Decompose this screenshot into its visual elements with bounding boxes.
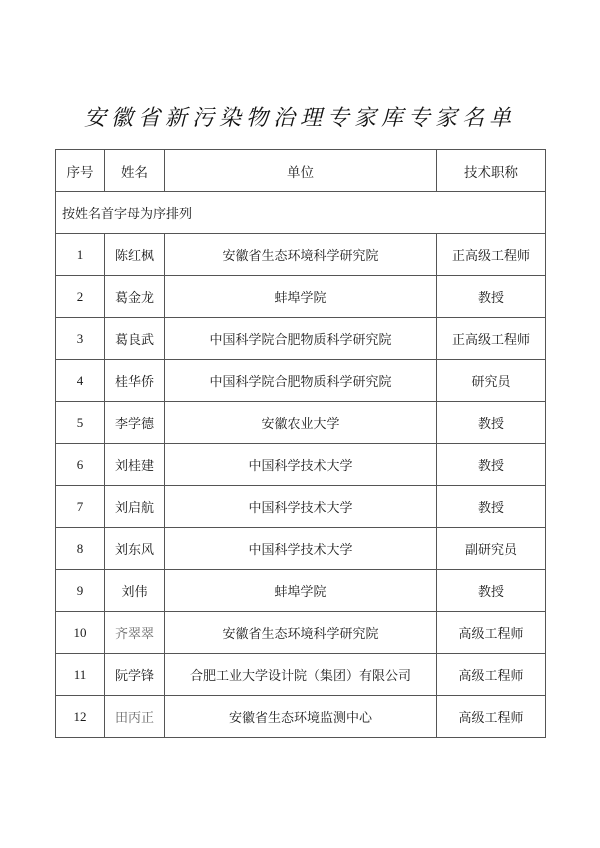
expert-table — [55, 149, 546, 738]
row-index: 10 — [56, 612, 105, 654]
row-index: 1 — [56, 234, 105, 276]
header-unit: 单位 — [165, 150, 437, 192]
row-title: 教授 — [437, 402, 546, 444]
table-row — [56, 318, 546, 360]
table-row — [56, 444, 546, 486]
table-header-row — [56, 150, 546, 192]
row-index: 6 — [56, 444, 105, 486]
row-unit: 中国科学院合肥物质科学研究院 — [165, 360, 437, 402]
table-row — [56, 570, 546, 612]
document-title: 安徽省新污染物治理专家库专家名单 — [83, 106, 516, 131]
row-index: 8 — [56, 528, 105, 570]
row-unit: 中国科学技术大学 — [165, 444, 437, 486]
row-name: 刘启航 — [105, 486, 165, 528]
row-name: 阮学锋 — [105, 654, 165, 696]
row-name: 李学德 — [105, 402, 165, 444]
header-index: 序号 — [56, 150, 105, 192]
row-title: 正高级工程师 — [437, 318, 546, 360]
table-row — [56, 234, 546, 276]
row-unit: 安徽省生态环境科学研究院 — [165, 234, 437, 276]
row-unit: 蚌埠学院 — [165, 276, 437, 318]
row-unit: 安徽省生态环境监测中心 — [165, 696, 437, 738]
row-name: 葛良武 — [105, 318, 165, 360]
header-title: 技术职称 — [437, 150, 546, 192]
row-index: 7 — [56, 486, 105, 528]
table-row — [56, 612, 546, 654]
row-index: 3 — [56, 318, 105, 360]
row-title: 教授 — [437, 570, 546, 612]
table-row — [56, 402, 546, 444]
row-title: 教授 — [437, 486, 546, 528]
row-title: 教授 — [437, 444, 546, 486]
table-row — [56, 528, 546, 570]
row-unit: 安徽省生态环境科学研究院 — [165, 612, 437, 654]
table-row — [56, 360, 546, 402]
row-name: 刘桂建 — [105, 444, 165, 486]
row-index: 2 — [56, 276, 105, 318]
row-name: 齐翠翠 — [105, 612, 165, 654]
row-unit: 合肥工业大学设计院（集团）有限公司 — [165, 654, 437, 696]
group-note: 按姓名首字母为序排列 — [56, 192, 546, 234]
row-name: 陈红枫 — [105, 234, 165, 276]
row-title: 高级工程师 — [437, 612, 546, 654]
row-title: 副研究员 — [437, 528, 546, 570]
row-index: 4 — [56, 360, 105, 402]
row-index: 9 — [56, 570, 105, 612]
row-title: 研究员 — [437, 360, 546, 402]
row-name: 刘伟 — [105, 570, 165, 612]
row-unit: 安徽农业大学 — [165, 402, 437, 444]
row-unit: 蚌埠学院 — [165, 570, 437, 612]
row-title: 高级工程师 — [437, 696, 546, 738]
row-unit: 中国科学技术大学 — [165, 486, 437, 528]
row-name: 田丙正 — [105, 696, 165, 738]
row-name: 葛金龙 — [105, 276, 165, 318]
table-row — [56, 486, 546, 528]
row-name: 刘东风 — [105, 528, 165, 570]
table-row — [56, 696, 546, 738]
row-name: 桂华侨 — [105, 360, 165, 402]
header-name: 姓名 — [105, 150, 165, 192]
row-title: 教授 — [437, 276, 546, 318]
table-row — [56, 276, 546, 318]
row-index: 12 — [56, 696, 105, 738]
row-unit: 中国科学技术大学 — [165, 528, 437, 570]
row-unit: 中国科学院合肥物质科学研究院 — [165, 318, 437, 360]
row-title: 正高级工程师 — [437, 234, 546, 276]
row-title: 高级工程师 — [437, 654, 546, 696]
group-note-row — [56, 192, 546, 234]
table-row — [56, 654, 546, 696]
row-index: 11 — [56, 654, 105, 696]
row-index: 5 — [56, 402, 105, 444]
